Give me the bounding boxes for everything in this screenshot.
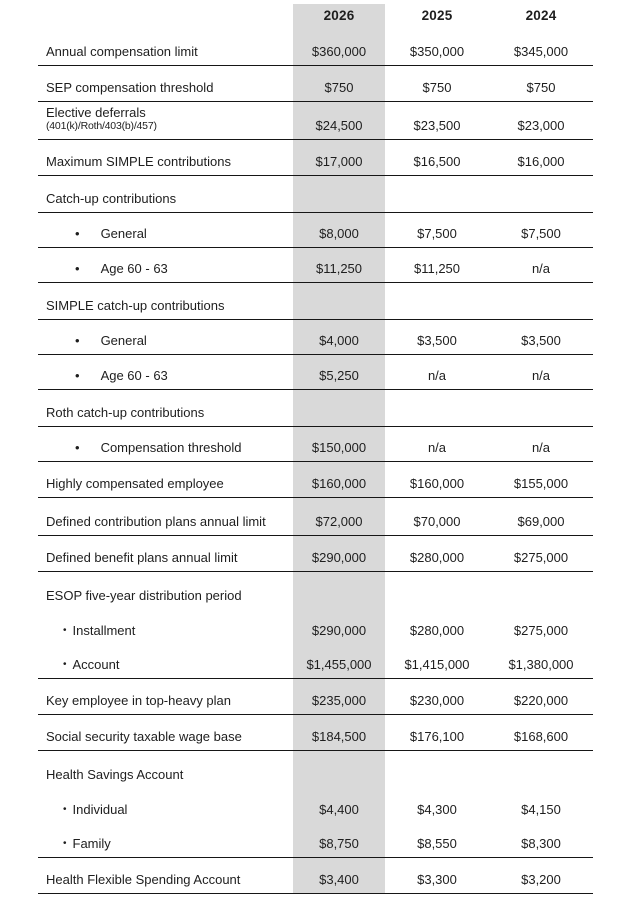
table-row [38, 462, 593, 498]
value-cell-2024: n/a [531, 261, 551, 276]
row-label: Elective deferrals [46, 105, 146, 120]
table-row [38, 427, 593, 462]
value-cell-2024: n/a [531, 440, 551, 455]
table-row [38, 320, 593, 355]
row-label-cell [38, 405, 293, 420]
table-row [38, 248, 593, 283]
column-header-2026: 2026 [323, 7, 355, 23]
table-row [38, 102, 593, 140]
table-row [38, 823, 593, 858]
value-cell-2025: $3,500 [417, 333, 457, 348]
table-row [38, 751, 593, 788]
row-label-cell [38, 802, 293, 817]
row-label: SIMPLE catch-up contributions [46, 298, 225, 313]
row-label: Family [72, 836, 111, 851]
row-label-cell [38, 476, 293, 491]
value-cell-2026: $8,000 [319, 226, 359, 241]
row-label: Health Savings Account [46, 767, 184, 782]
row-sublabel: (401(k)/Roth/403(b)/457) [46, 120, 157, 132]
row-label-cell [38, 44, 293, 59]
row-label: Defined benefit plans annual limit [46, 550, 238, 565]
value-cell-2024: $4,150 [521, 802, 561, 817]
value-cell-2025: n/a [427, 368, 447, 383]
value-cell-2025: $280,000 [409, 550, 465, 565]
row-label-cell [38, 191, 293, 206]
value-cell-2024: n/a [531, 368, 551, 383]
row-label-cell [38, 80, 293, 95]
table-row [38, 858, 593, 894]
row-label-cell [38, 226, 293, 241]
limits-comparison-table [38, 0, 593, 894]
bullet-icon: • [63, 804, 67, 815]
value-cell-2025: $750 [422, 80, 452, 95]
row-label-cell [38, 623, 293, 638]
value-cell-2025: $3,300 [417, 872, 457, 887]
row-label-cell [38, 298, 293, 313]
value-cell-2024: $16,000 [517, 154, 565, 169]
row-label: Catch-up contributions [46, 191, 177, 206]
value-cell-2026: $160,000 [311, 476, 367, 491]
value-cell-2026: $72,000 [315, 514, 363, 529]
row-label-cell [38, 872, 293, 887]
value-cell-2026: $4,000 [319, 333, 359, 348]
row-label: Highly compensated employee [46, 476, 224, 491]
bullet-icon: • [75, 368, 80, 383]
value-cell-2024: $7,500 [521, 226, 561, 241]
bullet-icon: • [75, 261, 80, 276]
table-row [38, 536, 593, 572]
row-label: Compensation threshold [100, 440, 242, 455]
value-cell-2024: $69,000 [517, 514, 565, 529]
row-label: Health Flexible Spending Account [46, 872, 241, 887]
value-cell-2026: $17,000 [315, 154, 363, 169]
value-cell-2024: $1,380,000 [508, 657, 574, 672]
value-cell-2024: $275,000 [513, 550, 569, 565]
value-cell-2026: $11,250 [315, 261, 363, 276]
value-cell-2024: $3,200 [521, 872, 561, 887]
value-cell-2026: $235,000 [311, 693, 367, 708]
table-row [38, 679, 593, 715]
row-label-cell [38, 693, 293, 708]
value-cell-2024: $168,600 [513, 729, 569, 744]
value-cell-2024: $275,000 [513, 623, 569, 638]
row-label: Social security taxable wage base [46, 729, 242, 744]
value-cell-2026: $24,500 [315, 118, 363, 133]
value-cell-2026: $290,000 [311, 550, 367, 565]
row-label-cell [38, 657, 293, 672]
value-cell-2025: $280,000 [409, 623, 465, 638]
value-cell-2024: $8,300 [521, 836, 561, 851]
value-cell-2025: $176,100 [409, 729, 465, 744]
table-row [38, 66, 593, 102]
row-label-cell [38, 440, 293, 455]
value-cell-2026: $150,000 [311, 440, 367, 455]
value-cell-2025: n/a [427, 440, 447, 455]
table-header-row [38, 0, 593, 30]
row-label: General [100, 333, 147, 348]
row-label-cell [38, 588, 293, 603]
table-row [38, 30, 593, 66]
table-row [38, 390, 593, 427]
bullet-icon: • [63, 838, 67, 849]
row-label-cell [38, 767, 293, 782]
row-label: Age 60 - 63 [100, 261, 168, 276]
row-label-cell [38, 368, 293, 383]
bullet-icon: • [63, 659, 67, 670]
row-label: Annual compensation limit [46, 44, 198, 59]
row-label: Individual [72, 802, 128, 817]
column-header-2025: 2025 [421, 7, 453, 23]
value-cell-2025: $1,415,000 [404, 657, 470, 672]
table-row [38, 213, 593, 248]
row-label: Installment [72, 623, 136, 638]
value-cell-2025: $350,000 [409, 44, 465, 59]
value-cell-2024: $155,000 [513, 476, 569, 491]
table-row [38, 140, 593, 176]
row-label-cell [38, 261, 293, 276]
value-cell-2026: $290,000 [311, 623, 367, 638]
row-label-cell [38, 729, 293, 744]
value-cell-2025: $11,250 [413, 261, 461, 276]
value-cell-2025: $8,550 [417, 836, 457, 851]
row-label: Roth catch-up contributions [46, 405, 205, 420]
table-row [38, 572, 593, 609]
bullet-icon: • [75, 333, 80, 348]
value-cell-2026: $184,500 [311, 729, 367, 744]
table-row [38, 355, 593, 390]
row-label: SEP compensation threshold [46, 80, 214, 95]
value-cell-2025: $70,000 [413, 514, 461, 529]
row-label-cell [38, 154, 293, 169]
table-body [38, 30, 593, 894]
value-cell-2025: $23,500 [413, 118, 461, 133]
value-cell-2025: $7,500 [417, 226, 457, 241]
value-cell-2024: $3,500 [521, 333, 561, 348]
table-row [38, 609, 593, 644]
column-header-2024: 2024 [525, 7, 557, 23]
row-label: Account [72, 657, 120, 672]
row-label: Defined contribution plans annual limit [46, 514, 266, 529]
row-label-cell [38, 836, 293, 851]
bullet-icon: • [75, 226, 80, 241]
table-row [38, 788, 593, 823]
value-cell-2024: $345,000 [513, 44, 569, 59]
value-cell-2026: $5,250 [319, 368, 359, 383]
table-row [38, 644, 593, 679]
row-label: ESOP five-year distribution period [46, 588, 242, 603]
value-cell-2026: $3,400 [319, 872, 359, 887]
row-label-cell [38, 550, 293, 565]
row-label-cell [38, 514, 293, 529]
bullet-icon: • [75, 440, 80, 455]
value-cell-2026: $8,750 [319, 836, 359, 851]
row-label: Maximum SIMPLE contributions [46, 154, 231, 169]
value-cell-2026: $750 [324, 80, 354, 95]
row-label-cell [38, 105, 293, 133]
table-row [38, 176, 593, 213]
row-label-cell [38, 333, 293, 348]
value-cell-2025: $230,000 [409, 693, 465, 708]
value-cell-2026: $1,455,000 [306, 657, 372, 672]
row-label: General [100, 226, 147, 241]
table-row [38, 498, 593, 536]
value-cell-2026: $360,000 [311, 44, 367, 59]
value-cell-2026: $4,400 [319, 802, 359, 817]
row-label: Key employee in top-heavy plan [46, 693, 232, 708]
value-cell-2024: $23,000 [517, 118, 565, 133]
value-cell-2025: $16,500 [413, 154, 461, 169]
bullet-icon: • [63, 625, 67, 636]
value-cell-2025: $4,300 [417, 802, 457, 817]
row-label: Age 60 - 63 [100, 368, 168, 383]
value-cell-2025: $160,000 [409, 476, 465, 491]
table-row [38, 283, 593, 320]
table-row [38, 715, 593, 751]
value-cell-2024: $220,000 [513, 693, 569, 708]
value-cell-2024: $750 [526, 80, 556, 95]
